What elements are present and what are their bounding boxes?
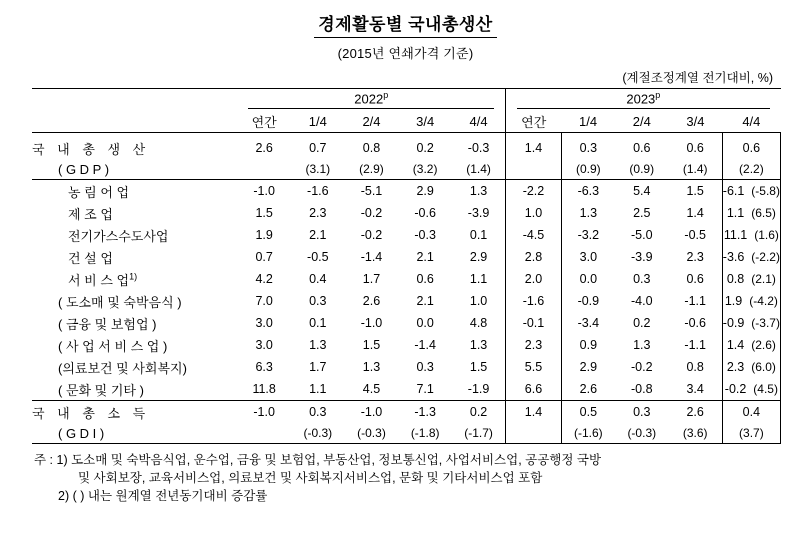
cell-gdp-sub-2022-annual [237, 159, 291, 180]
cell-retail-2023-q3: -1.1 [684, 294, 706, 308]
cell-agriculture-2022-annual: -1.0 [253, 184, 275, 198]
cell-gdi-sub-2022-q1: (-0.3) [291, 423, 345, 444]
cell-utilities-2023-q4-value: 11.1 [723, 228, 748, 242]
cell-finance-2023-q4-paren: (-3.7) [751, 316, 780, 330]
cell-agriculture-2022-q3: 2.9 [416, 184, 434, 198]
cell-construction-2023-q3: 2.3 [686, 250, 704, 264]
cell-agriculture-2022-q2: -5.1 [360, 184, 383, 198]
footnote-1 [34, 451, 781, 469]
row-label-health: (의료보건 및 사회복지) [58, 360, 187, 376]
table-row [32, 268, 781, 290]
cell-construction-2023-q4 [722, 246, 780, 268]
table-row [32, 180, 781, 203]
header-2022-q1: 1/4 [291, 110, 345, 133]
cell-health-2023-q4-paren: (6.0) [751, 360, 776, 374]
cell-retail-2022-q3: 2.1 [416, 294, 434, 308]
cell-finance-2022-q4: 4.8 [469, 316, 488, 330]
cell-utilities-2022-q1: 2.1 [309, 228, 327, 242]
footnote-1-text: 도소매 및 숙박음식업, 운수업, 금융 및 보험업, 부동산업, 정보통신업, 사업서비스업, 공공행정 국방 [71, 453, 602, 467]
cell-finance-2022-annual: 3.0 [255, 316, 273, 330]
cell-gdp-2023-annual: 1.4 [506, 133, 562, 160]
cell-manufacturing-2023-q4-value: 1.1 [726, 206, 745, 220]
cell-business-services-2022-q2: 1.5 [362, 338, 381, 352]
cell-agriculture-2023-q4-paren: (-5.8) [751, 184, 780, 198]
cell-utilities-2022-q2: -0.2 [360, 228, 383, 242]
cell-culture-2022-q2: 4.5 [362, 382, 381, 396]
cell-gdi-2023-q4: 0.4 [722, 401, 780, 424]
cell-utilities-2023-annual: -4.5 [506, 224, 562, 246]
cell-construction-2023-q2: -3.9 [631, 250, 653, 264]
cell-finance-2023-q4-value: -0.9 [722, 316, 745, 330]
cell-culture-2022-q4: -1.9 [467, 382, 490, 396]
cell-gdp-sub-2022-q3: (3.2) [412, 162, 438, 176]
cell-finance-2023-q3: -0.6 [684, 316, 706, 330]
cell-services-2022-annual: 4.2 [255, 272, 273, 286]
header-year-2023-sup: p [655, 90, 661, 101]
row-label-gdi: 국 내 총 소 득 [32, 405, 150, 421]
cell-construction-2022-annual: 0.7 [255, 250, 273, 264]
table-row [32, 334, 781, 356]
cell-gdi-2022-q3: -1.3 [414, 405, 436, 419]
cell-construction-2023-q4-value: -3.6 [722, 250, 745, 264]
cell-business-services-2023-q4 [722, 334, 780, 356]
cell-agriculture-2022-q4: 1.3 [469, 184, 488, 198]
cell-manufacturing-2022-q3: -0.6 [414, 206, 436, 220]
cell-finance-2022-q1: 0.1 [309, 316, 327, 330]
cell-health-2022-q3: 0.3 [416, 360, 434, 374]
row-label-retail: ( 도소매 및 숙박음식 ) [58, 294, 182, 310]
cell-services-2023-q4-value: 0.8 [726, 272, 745, 286]
cell-culture-2022-q3: 7.1 [416, 382, 434, 396]
title-block [0, 10, 811, 62]
cell-services-2022-q1: 0.4 [309, 272, 327, 286]
table-row [32, 401, 781, 424]
cell-health-2023-q4-value: 2.3 [726, 360, 745, 374]
cell-services-2022-q3: 0.6 [416, 272, 434, 286]
cell-construction-2023-annual: 2.8 [506, 246, 562, 268]
page-subtitle: (2015년 연쇄가격 기준) [337, 46, 474, 61]
footnote-2 [34, 487, 781, 505]
cell-retail-2023-q4-value: 1.9 [724, 294, 743, 308]
cell-gdi-sub-2023-q4: (3.7) [722, 423, 780, 444]
cell-agriculture-2023-annual: -2.2 [506, 180, 562, 203]
cell-finance-2023-q2: 0.2 [633, 316, 651, 330]
row-label-business-services: ( 사 업 서 비 스 업 ) [58, 338, 168, 354]
footnote-1-cont: 및 사회보장, 교육서비스업, 의료보건 및 사회복지서비스업, 문화 및 기타서비스업 포함 [78, 471, 543, 486]
footnote-2-prefix: 2) [58, 489, 70, 504]
cell-gdi-sub-2023-q1: (-1.6) [561, 423, 615, 444]
cell-finance-2022-q3: 0.0 [416, 316, 434, 330]
cell-gdp-2023-q3: 0.6 [686, 141, 704, 155]
cell-utilities-2023-q1: -3.2 [577, 228, 600, 242]
cell-gdp-sub-2022-q1: (3.1) [305, 162, 331, 176]
header-year-2022-label: 2022 [354, 91, 384, 107]
header-year-2022 [237, 89, 505, 111]
cell-gdp-2022-q1: 0.7 [309, 141, 327, 155]
cell-gdi-sub-2022-annual [237, 423, 291, 444]
cell-agriculture-2023-q1: -6.3 [577, 184, 600, 198]
cell-gdi-2023-annual: 1.4 [506, 401, 562, 424]
cell-gdp-sub-2023-q2: (0.9) [629, 162, 655, 176]
cell-business-services-2023-q1: 0.9 [579, 338, 598, 352]
header-year-2022-sup: p [383, 90, 389, 101]
cell-retail-2022-q4: 1.0 [469, 294, 488, 308]
cell-culture-2023-q3: 3.4 [686, 382, 704, 396]
cell-services-2022-q4: 1.1 [469, 272, 488, 286]
header-corner-blank [32, 89, 237, 111]
cell-gdi-sub-2022-q4: (-1.7) [452, 423, 506, 444]
cell-culture-2022-annual: 11.8 [252, 382, 276, 396]
table-row [32, 290, 781, 312]
cell-gdp-sub-2023-q4: (2.2) [722, 159, 780, 180]
row-label-gdp-sub: ( G D P ) [58, 161, 110, 177]
table-header-periods [32, 110, 781, 133]
row-label-utilities: 전기가스수도사업 [68, 228, 169, 244]
header-2023-q4: 4/4 [722, 110, 780, 133]
header-2022-annual: 연간 [237, 110, 291, 133]
cell-gdi-2023-q1: 0.5 [579, 405, 598, 419]
cell-gdi-sub-2023-annual [506, 423, 562, 444]
cell-gdp-2023-q2: 0.6 [633, 141, 651, 155]
header-2023-q2: 2/4 [615, 110, 669, 133]
cell-finance-2022-q2: -1.0 [360, 316, 383, 330]
cell-agriculture-2023-q4-value: -6.1 [722, 184, 745, 198]
header-2022-q3: 3/4 [398, 110, 452, 133]
cell-health-2023-q3: 0.8 [686, 360, 704, 374]
cell-business-services-2023-q3: -1.1 [684, 338, 706, 352]
cell-health-2022-q1: 1.7 [309, 360, 327, 374]
cell-utilities-2022-q3: -0.3 [414, 228, 436, 242]
cell-culture-2023-q4-value: -0.2 [724, 382, 747, 396]
cell-manufacturing-2022-q2: -0.2 [360, 206, 383, 220]
cell-gdi-sub-2023-q2: (-0.3) [615, 423, 669, 444]
header-year-2023-label: 2023 [626, 91, 656, 107]
table-row [32, 312, 781, 334]
cell-services-2022-q2: 1.7 [362, 272, 381, 286]
cell-manufacturing-2023-q4-paren: (6.5) [751, 206, 776, 220]
cell-agriculture-2022-q1: -1.6 [307, 184, 329, 198]
cell-finance-2023-annual: -0.1 [506, 312, 562, 334]
cell-business-services-2023-q2: 1.3 [633, 338, 651, 352]
table-row [32, 378, 781, 401]
cell-construction-2022-q2: -1.4 [360, 250, 383, 264]
cell-business-services-2022-q3: -1.4 [414, 338, 436, 352]
cell-construction-2022-q3: 2.1 [416, 250, 434, 264]
cell-health-2023-q4 [722, 356, 780, 378]
cell-gdp-2022-q4: -0.3 [467, 141, 490, 155]
row-label-gdp: 국 내 총 생 산 [32, 141, 150, 157]
cell-business-services-2022-q4: 1.3 [469, 338, 488, 352]
cell-gdp-2023-q1: 0.3 [579, 141, 598, 155]
cell-gdi-2022-q4: 0.2 [469, 405, 488, 419]
cell-gdi-sub-2023-q3: (3.6) [669, 423, 723, 444]
header-2022-q4: 4/4 [452, 110, 506, 133]
table-row [32, 224, 781, 246]
cell-health-2022-q2: 1.3 [362, 360, 381, 374]
cell-utilities-2022-annual: 1.9 [255, 228, 273, 242]
footnote-2-text: ( ) 내는 원계열 전년동기대비 증감률 [72, 489, 268, 504]
gdp-table [32, 88, 781, 444]
cell-retail-2023-q2: -4.0 [631, 294, 653, 308]
cell-construction-2023-q4-paren: (-2.2) [751, 250, 780, 264]
footnote-1-prefix: 주 : 1) [34, 453, 68, 467]
cell-services-2023-q1: 0.0 [579, 272, 598, 286]
cell-gdp-2022-annual: 2.6 [255, 141, 273, 155]
cell-retail-2023-annual: -1.6 [506, 290, 562, 312]
cell-culture-2022-q1: 1.1 [309, 382, 327, 396]
cell-gdi-sub-2022-q3: (-1.8) [398, 423, 452, 444]
cell-health-2023-annual: 5.5 [506, 356, 562, 378]
cell-agriculture-2023-q3: 1.5 [686, 184, 704, 198]
cell-construction-2022-q1: -0.5 [307, 250, 329, 264]
cell-culture-2023-annual: 6.6 [506, 378, 562, 401]
cell-manufacturing-2022-annual: 1.5 [255, 206, 273, 220]
cell-health-2022-annual: 6.3 [255, 360, 273, 374]
footnotes [34, 451, 781, 505]
cell-utilities-2022-q4: 0.1 [469, 228, 488, 242]
header-2023-q1: 1/4 [561, 110, 615, 133]
cell-utilities-2023-q2: -5.0 [631, 228, 653, 242]
row-label-culture: ( 문화 및 기타 ) [58, 382, 144, 398]
table-row [32, 356, 781, 378]
row-label-services-sup: 1) [129, 271, 138, 282]
cell-finance-2023-q4 [722, 312, 780, 334]
cell-services-2023-q4 [722, 268, 780, 290]
header-2023-annual: 연간 [506, 110, 562, 133]
cell-business-services-2023-annual: 2.3 [506, 334, 562, 356]
cell-retail-2023-q1: -0.9 [577, 294, 600, 308]
cell-gdp-sub-2022-q2: (2.9) [359, 162, 384, 176]
cell-business-services-2023-q4-paren: (2.6) [751, 338, 776, 352]
header-year-2023 [506, 89, 781, 111]
table-container [32, 88, 781, 444]
cell-gdp-2023-q4: 0.6 [722, 133, 780, 160]
cell-retail-2023-q4 [722, 290, 780, 312]
cell-agriculture-2023-q4 [722, 180, 780, 203]
cell-gdi-2022-annual: -1.0 [253, 405, 275, 419]
cell-health-2022-q4: 1.5 [469, 360, 488, 374]
cell-finance-2023-q1: -3.4 [577, 316, 600, 330]
cell-utilities-2023-q3: -0.5 [684, 228, 706, 242]
cell-services-2023-q4-paren: (2.1) [751, 272, 776, 286]
cell-culture-2023-q4 [722, 378, 780, 401]
cell-business-services-2023-q4-value: 1.4 [726, 338, 745, 352]
cell-business-services-2022-q1: 1.3 [309, 338, 327, 352]
table-row [32, 202, 781, 224]
cell-gdp-sub-2023-annual [506, 159, 562, 180]
table-header-years [32, 89, 781, 111]
cell-manufacturing-2023-q1: 1.3 [579, 206, 598, 220]
cell-gdp-sub-2022-q4: (1.4) [466, 162, 491, 176]
page-title: 경제활동별 국내총생산 [314, 10, 496, 38]
cell-gdi-sub-2022-q2: (-0.3) [345, 423, 399, 444]
cell-retail-2023-q4-paren: (-4.2) [749, 294, 778, 308]
cell-construction-2022-q4: 2.9 [469, 250, 488, 264]
row-label-construction: 건 설 업 [68, 250, 113, 266]
cell-utilities-2023-q4 [722, 224, 780, 246]
header-2022-q2: 2/4 [345, 110, 399, 133]
cell-gdi-2023-q2: 0.3 [633, 405, 651, 419]
cell-manufacturing-2023-q2: 2.5 [633, 206, 651, 220]
cell-construction-2023-q1: 3.0 [579, 250, 598, 264]
cell-retail-2022-annual: 7.0 [255, 294, 273, 308]
table-row [32, 159, 781, 180]
page-root [0, 10, 811, 552]
header-2023-q3: 3/4 [669, 110, 723, 133]
cell-gdp-sub-2023-q1: (0.9) [576, 162, 601, 176]
table-row [32, 246, 781, 268]
cell-gdp-2022-q2: 0.8 [362, 141, 381, 155]
cell-gdi-2023-q3: 2.6 [686, 405, 704, 419]
row-label-services-text: 서 비 스 업 [68, 272, 130, 288]
header-label-blank [32, 110, 237, 133]
cell-business-services-2022-annual: 3.0 [255, 338, 273, 352]
cell-gdp-sub-2023-q3: (1.4) [682, 162, 708, 176]
cell-utilities-2023-q4-paren: (1.6) [754, 228, 779, 242]
table-row [32, 423, 781, 444]
cell-gdi-2022-q1: 0.3 [309, 405, 327, 419]
unit-note: (계절조정계열 전기대비, %) [622, 71, 773, 85]
cell-retail-2022-q1: 0.3 [309, 294, 327, 308]
cell-health-2023-q2: -0.2 [631, 360, 653, 374]
cell-agriculture-2023-q2: 5.4 [633, 184, 651, 198]
cell-services-2023-q3: 0.6 [686, 272, 704, 286]
row-label-services [32, 268, 237, 290]
cell-services-2023-q2: 0.3 [633, 272, 651, 286]
cell-manufacturing-2023-q3: 1.4 [686, 206, 704, 220]
cell-retail-2022-q2: 2.6 [362, 294, 381, 308]
cell-gdi-2022-q2: -1.0 [360, 405, 383, 419]
cell-health-2023-q1: 2.9 [579, 360, 598, 374]
cell-gdp-2022-q3: 0.2 [416, 141, 434, 155]
cell-services-2023-annual: 2.0 [506, 268, 562, 290]
cell-manufacturing-2023-annual: 1.0 [506, 202, 562, 224]
row-label-manufacturing: 제 조 업 [68, 206, 113, 222]
cell-manufacturing-2023-q4 [722, 202, 780, 224]
table-row [32, 133, 781, 160]
cell-culture-2023-q1: 2.6 [579, 382, 598, 396]
cell-manufacturing-2022-q1: 2.3 [309, 206, 327, 220]
cell-manufacturing-2022-q4: -3.9 [467, 206, 490, 220]
row-label-finance: ( 금융 및 보험업 ) [58, 316, 157, 332]
row-label-agriculture: 농 림 어 업 [68, 184, 130, 200]
cell-culture-2023-q2: -0.8 [631, 382, 653, 396]
row-label-gdi-sub: ( G D I ) [32, 423, 237, 444]
cell-culture-2023-q4-paren: (4.5) [753, 382, 778, 396]
